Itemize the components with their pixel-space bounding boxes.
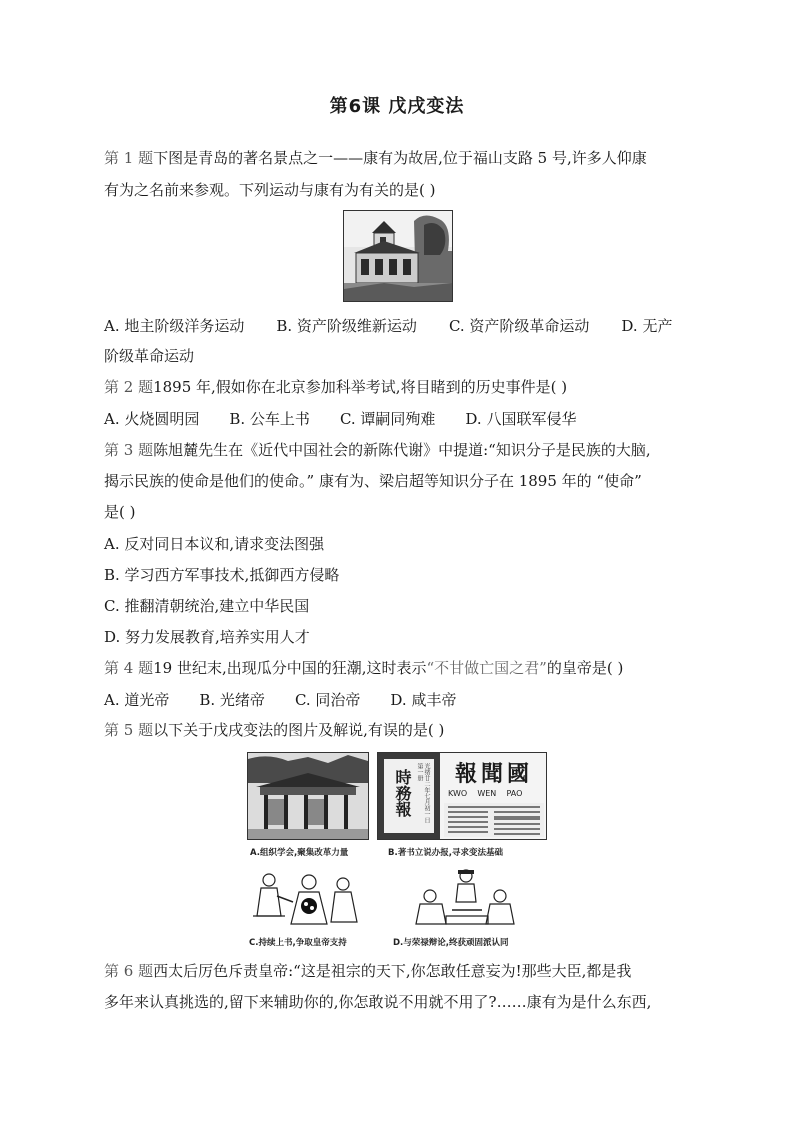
- q5-figure-a-photo: [247, 752, 369, 840]
- q5-caption-a: A.组织学会,聚集改革力量: [250, 848, 349, 858]
- q6-number: 第 6 题: [104, 962, 154, 980]
- roman-pao: PAO: [506, 789, 523, 798]
- q3-text-1: 陈旭麓先生在《近代中国社会的新陈代谢》中提道:“知识分子是民族的大脑,: [153, 441, 651, 459]
- q4-quote: “不甘做亡国之君”: [426, 659, 547, 677]
- q4-text-a: 19 世纪末,出现瓜分中国的狂潮,这时表示: [153, 659, 427, 677]
- q1-line1: [104, 148, 694, 168]
- q4-options: [104, 690, 694, 710]
- q1-option-d: D. 无产: [621, 317, 673, 335]
- q5-caption-c: C.持续上书,争取皇帝支持: [249, 938, 347, 948]
- q1-option-c: C. 资产阶级革命运动: [448, 317, 590, 335]
- q3-line1: [104, 440, 694, 460]
- q4-option-a: A. 道光帝: [104, 691, 170, 709]
- q3-line3: 是( ): [104, 503, 136, 521]
- shiwubao-title: 時務報: [393, 769, 412, 817]
- q2-option-a: A. 火烧圆明园: [104, 410, 200, 428]
- guowenbao-roman: [448, 789, 542, 798]
- q5-caption-d: D.与荣禄辩论,终获顽固派认同: [393, 938, 509, 948]
- q4-number: 第 4 题: [104, 659, 154, 677]
- kang-youwei-residence-photo: [343, 210, 453, 302]
- q5-text: 以下关于戊戌变法的图片及解说,有误的是( ): [153, 721, 445, 739]
- guowenbao-title: 國聞報: [454, 761, 533, 787]
- page-title: 第6课 戊戌变法: [329, 96, 465, 117]
- newspaper-columns: [444, 803, 544, 837]
- shiwubao-side-text: 光绪廿二年七月初一日 第一册: [416, 763, 430, 823]
- q1-option-b: B. 资产阶级维新运动: [276, 317, 417, 335]
- q1-text-1: 下图是青岛的著名景点之一——康有为故居,位于福山支路 5 号,许多人仰康: [153, 149, 647, 167]
- q1-line2: 有为之名前来参观。下列运动与康有为有关的是( ): [104, 181, 436, 199]
- q1-options-line1: [104, 316, 694, 336]
- q2-line: [104, 377, 694, 397]
- q4-option-b: B. 光绪帝: [199, 691, 265, 709]
- q6-text-1: 西太后厉色斥责皇帝:“这是祖宗的天下,你怎敢任意妄为!那些大臣,都是我: [153, 962, 632, 980]
- q1-option-d-cont: 阶级革命运动: [104, 347, 195, 365]
- q3-option-b: B. 学习西方军事技术,抵御西方侵略: [104, 566, 340, 584]
- q6-line1: [104, 961, 694, 981]
- q6-line2: 多年来认真挑选的,留下来辅助你的,你怎敢说不用就不用了?……康有为是什么东西,: [104, 993, 652, 1011]
- q5-figure-c-illustration: [247, 866, 367, 930]
- q3-option-a: A. 反对同日本议和,请求变法图强: [104, 535, 325, 553]
- q1-number: 第 1 题: [104, 149, 154, 167]
- q2-option-c: C. 谭嗣同殉难: [339, 410, 436, 428]
- q5-caption-b: B.著书立说办报,寻求变法基础: [388, 848, 503, 858]
- q3-number: 第 3 题: [104, 441, 154, 459]
- q5-figure-b-newspapers: [377, 752, 547, 840]
- q4-option-d: D. 咸丰帝: [390, 691, 457, 709]
- q1-option-a: A. 地主阶级洋务运动: [104, 317, 245, 335]
- roman-kwo: KWO: [448, 789, 468, 798]
- q2-option-b: B. 公车上书: [229, 410, 310, 428]
- q5-figure-d-illustration: [412, 866, 518, 930]
- q2-options: [104, 409, 694, 429]
- q3-option-c: C. 推翻清朝统治,建立中华民国: [104, 597, 310, 615]
- roman-wen: WEN: [477, 789, 497, 798]
- q5-line: [104, 720, 694, 740]
- q4-line: [104, 658, 694, 678]
- q4-option-c: C. 同治帝: [294, 691, 361, 709]
- q3-option-d: D. 努力发展教育,培养实用人才: [104, 628, 310, 646]
- q2-number: 第 2 题: [104, 378, 154, 396]
- q2-text: 1895 年,假如你在北京参加科举考试,将目睹到的历史事件是( ): [153, 378, 568, 396]
- q4-text-c: 的皇帝是( ): [546, 659, 624, 677]
- q5-number: 第 5 题: [104, 721, 154, 739]
- q3-line2: 揭示民族的使命是他们的使命。” 康有为、梁启超等知识分子在 1895 年的 “使命”: [104, 472, 642, 490]
- shiwubao-cover: [378, 753, 440, 839]
- q2-option-d: D. 八国联军侵华: [465, 410, 577, 428]
